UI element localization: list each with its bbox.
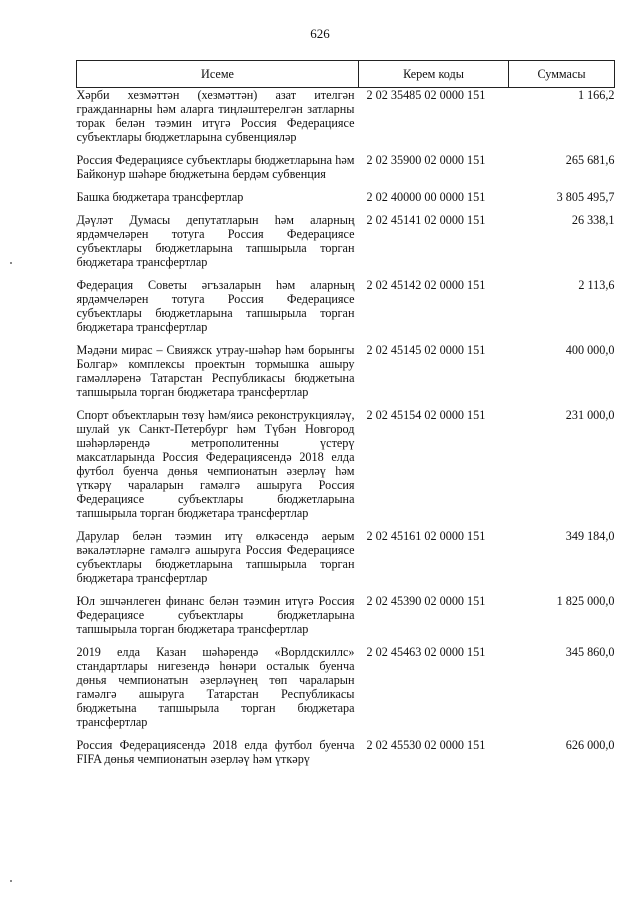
row-sum: 400 000,0	[565, 343, 615, 357]
row-sum: 231 000,0	[565, 408, 615, 422]
row-name: Дарулар белән тәэмин итү өлкәсендә аерым вәкаләтләрне гамәлгә ашыруга Россия Федерациясе субъектлары бюджетларына тапшырыла торган бюджетара трансфертлар	[76, 529, 355, 585]
row-name: 2019 елда Казан шәһәрендә «Ворлдскиллс» стандартлары нигезендә һөнәри осталык буенча дөнья чемпионатын әзерләүнең төп чараларын гамәлгә ашыруга Татарстан Республикасы бюджетына тапшырыла торган бюджетара трансфертлар	[76, 645, 355, 729]
row-sum: 349 184,0	[565, 529, 615, 543]
table-row	[77, 88, 615, 154]
row-sum: 26 338,1	[571, 213, 615, 227]
header-code: Керем коды	[359, 61, 509, 88]
table-row	[77, 738, 615, 775]
row-code: 2 02 45142 02 0000 151	[366, 278, 486, 292]
table-row	[77, 408, 615, 529]
row-code: 2 02 35485 02 0000 151	[366, 88, 486, 102]
row-code: 2 02 40000 00 0000 151	[366, 190, 486, 204]
row-name: Башка бюджетара трансфертлар	[76, 190, 244, 204]
page-number: 626	[310, 26, 330, 41]
scan-mark	[10, 880, 12, 882]
row-name: Россия Федерациясе субъектлары бюджетларына һәм Байконур шәһәре бюджетына бердәм субвенция	[76, 153, 355, 181]
table-row	[77, 213, 615, 278]
table-header-row	[77, 61, 615, 88]
table-row	[77, 278, 615, 343]
row-code: 2 02 45161 02 0000 151	[366, 529, 486, 543]
row-code: 2 02 45463 02 0000 151	[366, 645, 486, 659]
row-sum: 265 681,6	[565, 153, 615, 167]
row-code: 2 02 45141 02 0000 151	[366, 213, 486, 227]
header-name: Исеме	[77, 61, 359, 88]
row-name: Юл эшчәнлеген финанс белән тәэмин итүгә Россия Федерациясе субъектлары бюджетларына тапшырыла торган бюджетара трансфертлар	[76, 594, 355, 636]
row-name: Дәүләт Думасы депутатларын һәм аларның ярдәмчеләрен тотуга Россия Федерациясе субъектлары бюджетларына тапшырыла торган бюджетара трансфертлар	[76, 213, 355, 269]
row-name: Федерация Советы әгъзаларын һәм аларның ярдәмчеләрен тотуга Россия Федерациясе субъектлары бюджетларына тапшырыла торган бюджетара трансфертлар	[76, 278, 355, 334]
row-name: Хәрби хезмәттән (хезмәттән) азат ителгән гражданнарны һәм аларга тиңләштерелгән затларны торак белән тәэмин итүгә Россия Федерациясе субъектлары бюджетларына субвенцияләр	[76, 88, 355, 144]
row-name: Спорт объектларын төзү һәм/яисә реконструкцияләү, шулай ук Санкт-Петербург һәм Түбән Новгород шәһәрләрендә метрополитенны үстерү максатларында Россия Федерациясендә 2018 елда футбол буенча дөнья чемпионатын әзерләү һәм үткәрү чараларын гамәлгә ашыруга Россия Федерациясе субъектлары бюджетларына тапшырыла торган бюджетара трансфертлар	[76, 408, 355, 520]
row-sum: 626 000,0	[565, 738, 615, 752]
table-row	[77, 645, 615, 738]
row-name: Россия Федерациясендә 2018 елда футбол буенча FIFA дөнья чемпионатын әзерләү һәм үткәрү	[76, 738, 355, 766]
row-sum: 3 805 495,7	[556, 190, 615, 204]
table-row	[77, 190, 615, 213]
table-row	[77, 529, 615, 594]
row-code: 2 02 35900 02 0000 151	[366, 153, 486, 167]
scan-mark	[10, 262, 12, 264]
budget-table	[76, 60, 615, 775]
row-sum: 2 113,6	[578, 278, 615, 292]
row-code: 2 02 45154 02 0000 151	[366, 408, 486, 422]
header-sum: Суммасы	[509, 61, 615, 88]
table-row	[77, 153, 615, 190]
row-sum: 1 825 000,0	[556, 594, 615, 608]
table-row	[77, 343, 615, 408]
row-code: 2 02 45145 02 0000 151	[366, 343, 486, 357]
row-code: 2 02 45530 02 0000 151	[366, 738, 486, 752]
table-row	[77, 594, 615, 645]
row-code: 2 02 45390 02 0000 151	[366, 594, 486, 608]
row-sum: 1 166,2	[577, 88, 615, 102]
row-sum: 345 860,0	[565, 645, 615, 659]
row-name: Мәдәни мирас – Свияжск утрау-шәһәр һәм борынгы Болгар» комплексы проектын тормышка ашыру гамәлләренә Татарстан Республикасы бюджетына тапшырыла торган бюджетара трансфертлар	[76, 343, 355, 399]
